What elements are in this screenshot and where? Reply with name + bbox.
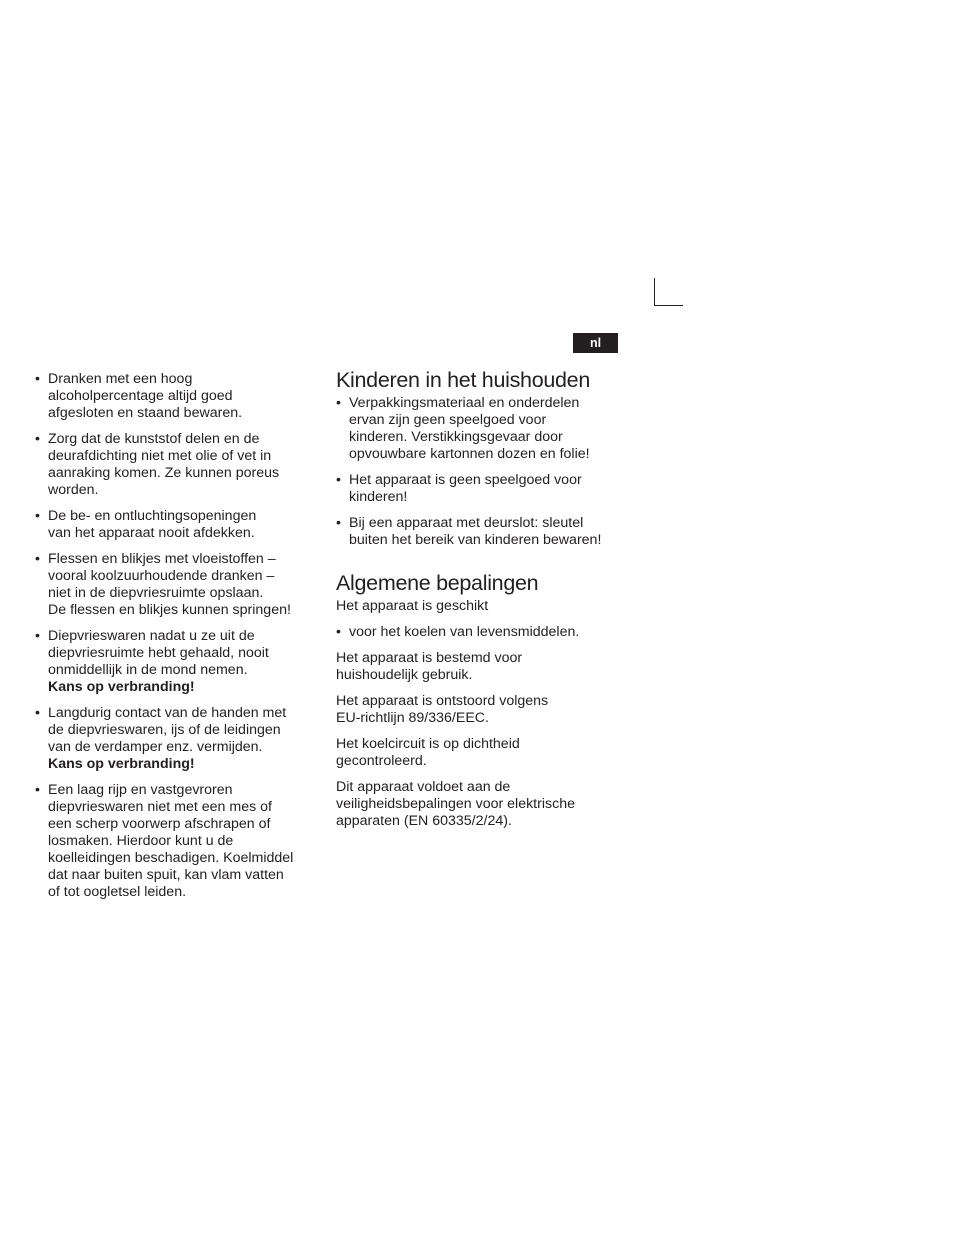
list-item: • Flessen en blikjes met vloeistoffen – vooral koolzuurhoudende dranken – niet in de diepvriesruimte opslaan. De flessen en blikjes kunnen springen! — [35, 551, 320, 619]
list-item: • De be- en ontluchtingsopeningen van het apparaat nooit afdekken. — [35, 508, 320, 542]
list-item: • Langdurig contact van de handen met de diepvrieswaren, ijs of de leidingen van de verdamper enz. vermijden. Kans op verbranding! — [35, 705, 320, 773]
section-algemene — [336, 570, 626, 830]
list-item: • Het apparaat is geen speelgoed voor kinderen! — [336, 472, 626, 506]
section-heading: Kinderen in het huishouden — [336, 368, 590, 392]
warning-text: Kans op verbranding! — [48, 679, 195, 695]
list-item: • Bij een apparaat met deurslot: sleutel buiten het bereik van kinderen bewaren! — [336, 515, 626, 549]
usage-list — [336, 624, 626, 641]
paragraph: Het koelcircuit is op dichtheid gecontroleerd. — [336, 736, 520, 769]
list-item: • Verpakkingsmateriaal en onderdelen ervan zijn geen speelgoed voor kinderen. Verstikkingsgevaar door opvouwbare kartonnen dozen en folie! — [336, 395, 626, 463]
list-item: • Zorg dat de kunststof delen en de deurafdichting niet met olie of vet in aanraking komen. Ze kunnen poreus worden. — [35, 431, 320, 499]
safety-list — [35, 371, 320, 901]
crop-mark — [654, 278, 683, 306]
left-column — [35, 371, 320, 910]
right-column — [336, 367, 626, 839]
list-item: • voor het koelen van levensmiddelen. — [336, 624, 626, 641]
warning-text: Kans op verbranding! — [48, 756, 195, 772]
paragraph: Het apparaat is ontstoord volgens EU-richtlijn 89/336/EEC. — [336, 693, 549, 726]
paragraph: Het apparaat is bestemd voor huishoudelijk gebruik. — [336, 650, 523, 683]
language-tab: nl — [573, 333, 618, 353]
section-heading: Algemene bepalingen — [336, 571, 539, 595]
intro-text: Het apparaat is geschikt — [336, 598, 489, 614]
list-item: • Dranken met een hoog alcoholpercentage altijd goed afgesloten en staand bewaren. — [35, 371, 320, 422]
children-list — [336, 395, 626, 549]
section-kinderen — [336, 367, 626, 549]
list-item: • Een laag rijp en vastgevroren diepvrieswaren niet met een mes of een scherp voorwerp afschrapen of losmaken. Hierdoor kunt u de koelleidingen beschadigen. Koelmiddel dat naar buiten spuit, kan vlam vatten of tot oogletsel leiden. — [35, 782, 320, 901]
paragraph: Dit apparaat voldoet aan de veiligheidsbepalingen voor elektrische apparaten (EN 60335/2/24). — [336, 779, 575, 829]
list-item: • Diepvrieswaren nadat u ze uit de diepvriesruimte hebt gehaald, nooit onmiddellijk in de mond nemen. Kans op verbranding! — [35, 628, 320, 696]
